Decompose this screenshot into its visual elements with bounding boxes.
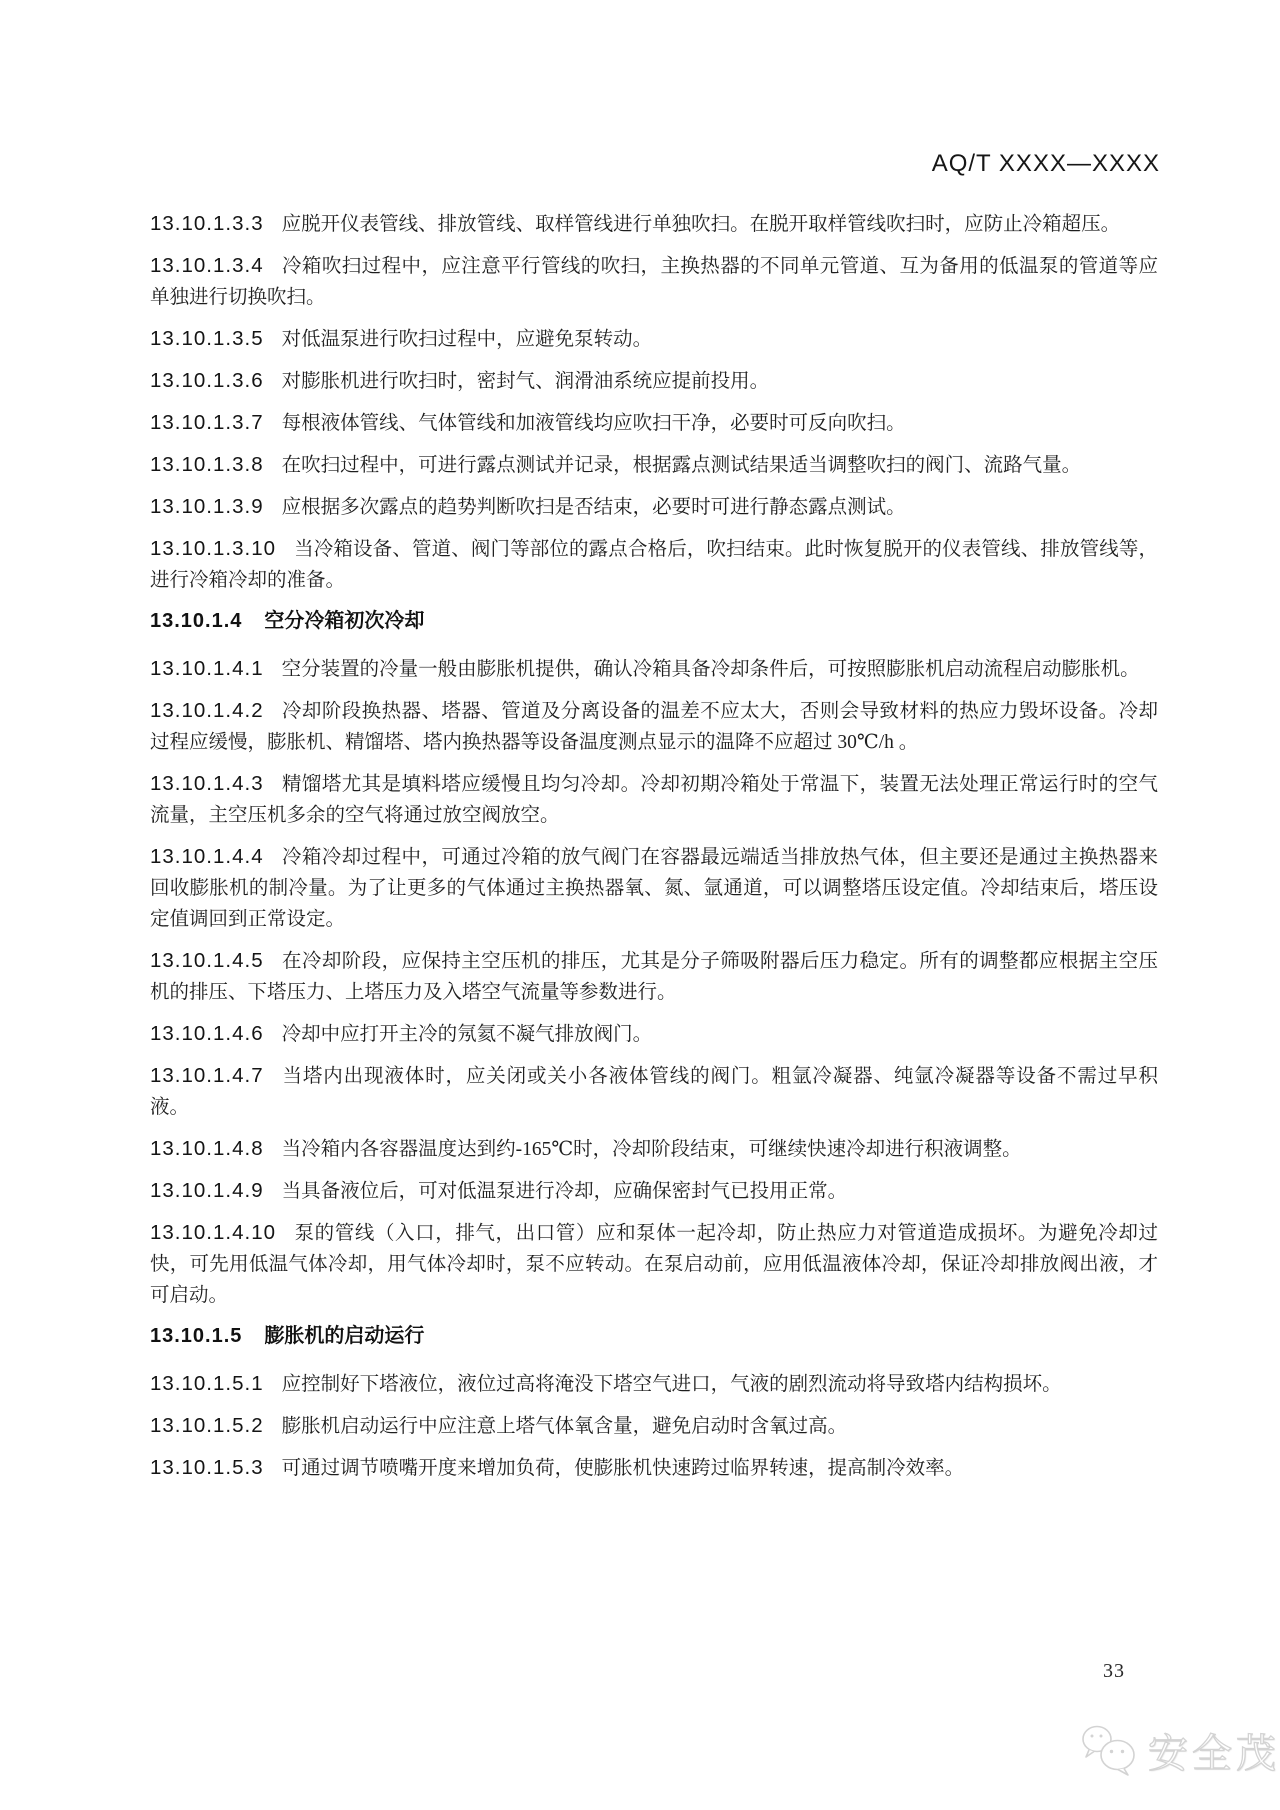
clause-text: 在吹扫过程中，可进行露点测试并记录，根据露点测试结果适当调整吹扫的阀门、流路气量。 bbox=[281, 455, 1082, 476]
clause-text: 对膨胀机进行吹扫时，密封气、润滑油系统应提前投用。 bbox=[281, 371, 770, 392]
clause-text: 每根液体管线、气体管线和加液管线均应吹扫干净，必要时可反向吹扫。 bbox=[281, 413, 906, 434]
clause-number: 13.10.1.3.3 bbox=[150, 212, 264, 235]
section-number: 13.10.1.5 bbox=[150, 1325, 243, 1347]
clause-number: 13.10.1.4.4 bbox=[150, 845, 264, 868]
clause-text: 当具备液位后，可对低温泵进行冷却，应确保密封气已投用正常。 bbox=[281, 1181, 848, 1202]
clause-paragraph bbox=[150, 768, 1158, 831]
standard-code-header: AQ/T XXXX—XXXX bbox=[931, 150, 1160, 177]
clause-text: 冷箱冷却过程中，可通过冷箱的放气阀门在容器最远端适当排放热气体，但主要还是通过主换热器来回收膨胀机的制冷量。为了让更多的气体通过主换热器氧、氮、氩通道，可以调整塔压设定值。冷却结束后，塔压设定值调回到正常设定。 bbox=[150, 847, 1158, 930]
clause-paragraph bbox=[150, 365, 1158, 397]
clause-text: 在冷却阶段，应保持主空压机的排压，尤其是分子筛吸附器后压力稳定。所有的调整都应根据主空压机的排压、下塔压力、上塔压力及入塔空气流量等参数进行。 bbox=[150, 951, 1158, 1003]
clause-number: 13.10.1.4.1 bbox=[150, 657, 264, 680]
clause-paragraph bbox=[150, 945, 1158, 1008]
document-body bbox=[150, 208, 1158, 1494]
clause-paragraph bbox=[150, 1452, 1158, 1484]
clause-paragraph bbox=[150, 323, 1158, 355]
clause-number: 13.10.1.4.8 bbox=[150, 1137, 264, 1160]
clause-paragraph bbox=[150, 449, 1158, 481]
clause-paragraph bbox=[150, 841, 1158, 935]
clause-paragraph bbox=[150, 533, 1158, 596]
clause-number: 13.10.1.4.10 bbox=[150, 1221, 276, 1244]
clause-number: 13.10.1.3.9 bbox=[150, 495, 264, 518]
clause-text: 冷却中应打开主冷的氖氦不凝气排放阀门。 bbox=[281, 1024, 653, 1045]
clause-text: 精馏塔尤其是填料塔应缓慢且均匀冷却。冷却初期冷箱处于常温下，装置无法处理正常运行时的空气流量，主空压机多余的空气将通过放空阀放空。 bbox=[150, 774, 1158, 826]
section-title: 空分冷箱初次冷却 bbox=[264, 610, 425, 632]
clause-text: 应脱开仪表管线、排放管线、取样管线进行单独吹扫。在脱开取样管线吹扫时，应防止冷箱超压。 bbox=[281, 214, 1121, 235]
clause-paragraph bbox=[150, 407, 1158, 439]
clause-text: 对低温泵进行吹扫过程中，应避免泵转动。 bbox=[281, 329, 653, 350]
clause-number: 13.10.1.3.10 bbox=[150, 537, 276, 560]
clause-number: 13.10.1.3.7 bbox=[150, 411, 264, 434]
clause-number: 13.10.1.5.3 bbox=[150, 1456, 264, 1479]
clause-number: 13.10.1.3.5 bbox=[150, 327, 264, 350]
clause-text: 当塔内出现液体时，应关闭或关小各液体管线的阀门。粗氩冷凝器、纯氩冷凝器等设备不需过早积液。 bbox=[150, 1066, 1158, 1118]
clause-text: 泵的管线（入口，排气，出口管）应和泵体一起冷却，防止热应力对管道造成损坏。为避免冷却过快，可先用低温气体冷却，用气体冷却时，泵不应转动。在泵启动前，应用低温液体冷却，保证冷却排放阀出液，才可启动。 bbox=[150, 1223, 1158, 1306]
section-heading bbox=[150, 606, 1158, 637]
clause-text: 当冷箱内各容器温度达到约-165℃时，冷却阶段结束，可继续快速冷却进行积液调整。 bbox=[281, 1139, 1022, 1160]
wechat-icon bbox=[1080, 1724, 1140, 1783]
clause-text: 应控制好下塔液位，液位过高将淹没下塔空气进口，气液的剧烈流动将导致塔内结构损坏。 bbox=[281, 1374, 1062, 1395]
clause-number: 13.10.1.3.8 bbox=[150, 453, 264, 476]
clause-paragraph bbox=[150, 695, 1158, 758]
watermark bbox=[1080, 1724, 1280, 1783]
clause-paragraph bbox=[150, 491, 1158, 523]
clause-text: 膨胀机启动运行中应注意上塔气体氧含量，避免启动时含氧过高。 bbox=[281, 1416, 848, 1437]
clause-paragraph bbox=[150, 1133, 1158, 1165]
clause-text: 应根据多次露点的趋势判断吹扫是否结束，必要时可进行静态露点测试。 bbox=[281, 497, 906, 518]
clause-paragraph bbox=[150, 250, 1158, 313]
clause-paragraph bbox=[150, 1060, 1158, 1123]
section-title: 膨胀机的启动运行 bbox=[264, 1325, 425, 1347]
clause-text: 冷箱吹扫过程中，应注意平行管线的吹扫，主换热器的不同单元管道、互为备用的低温泵的管道等应单独进行切换吹扫。 bbox=[150, 256, 1158, 308]
clause-paragraph bbox=[150, 653, 1158, 685]
clause-number: 13.10.1.4.7 bbox=[150, 1064, 264, 1087]
clause-number: 13.10.1.4.2 bbox=[150, 699, 264, 722]
clause-number: 13.10.1.5.2 bbox=[150, 1414, 264, 1437]
clause-text: 可通过调节喷嘴开度来增加负荷，使膨胀机快速跨过临界转速，提高制冷效率。 bbox=[281, 1458, 965, 1479]
clause-text: 当冷箱设备、管道、阀门等部位的露点合格后，吹扫结束。此时恢复脱开的仪表管线、排放管线等，进行冷箱冷却的准备。 bbox=[150, 539, 1158, 591]
clause-paragraph bbox=[150, 1410, 1158, 1442]
clause-paragraph bbox=[150, 1018, 1158, 1050]
section-number: 13.10.1.4 bbox=[150, 610, 243, 632]
watermark-brand-text: 安全茂 bbox=[1148, 1731, 1280, 1776]
clause-paragraph bbox=[150, 1175, 1158, 1207]
clause-number: 13.10.1.3.4 bbox=[150, 254, 264, 277]
clause-number: 13.10.1.4.3 bbox=[150, 772, 264, 795]
section-heading bbox=[150, 1321, 1158, 1352]
page-number: 33 bbox=[1103, 1660, 1125, 1682]
clause-number: 13.10.1.4.6 bbox=[150, 1022, 264, 1045]
clause-number: 13.10.1.3.6 bbox=[150, 369, 264, 392]
clause-paragraph bbox=[150, 1217, 1158, 1311]
clause-paragraph bbox=[150, 208, 1158, 240]
clause-number: 13.10.1.4.9 bbox=[150, 1179, 264, 1202]
clause-number: 13.10.1.4.5 bbox=[150, 949, 264, 972]
clause-number: 13.10.1.5.1 bbox=[150, 1372, 264, 1395]
clause-text: 冷却阶段换热器、塔器、管道及分离设备的温差不应太大，否则会导致材料的热应力毁坏设备。冷却过程应缓慢，膨胀机、精馏塔、塔内换热器等设备温度测点显示的温降不应超过 30℃/h 。 bbox=[150, 701, 1158, 753]
clause-text: 空分装置的冷量一般由膨胀机提供，确认冷箱具备冷却条件后，可按照膨胀机启动流程启动膨胀机。 bbox=[281, 659, 1140, 680]
clause-paragraph bbox=[150, 1368, 1158, 1400]
